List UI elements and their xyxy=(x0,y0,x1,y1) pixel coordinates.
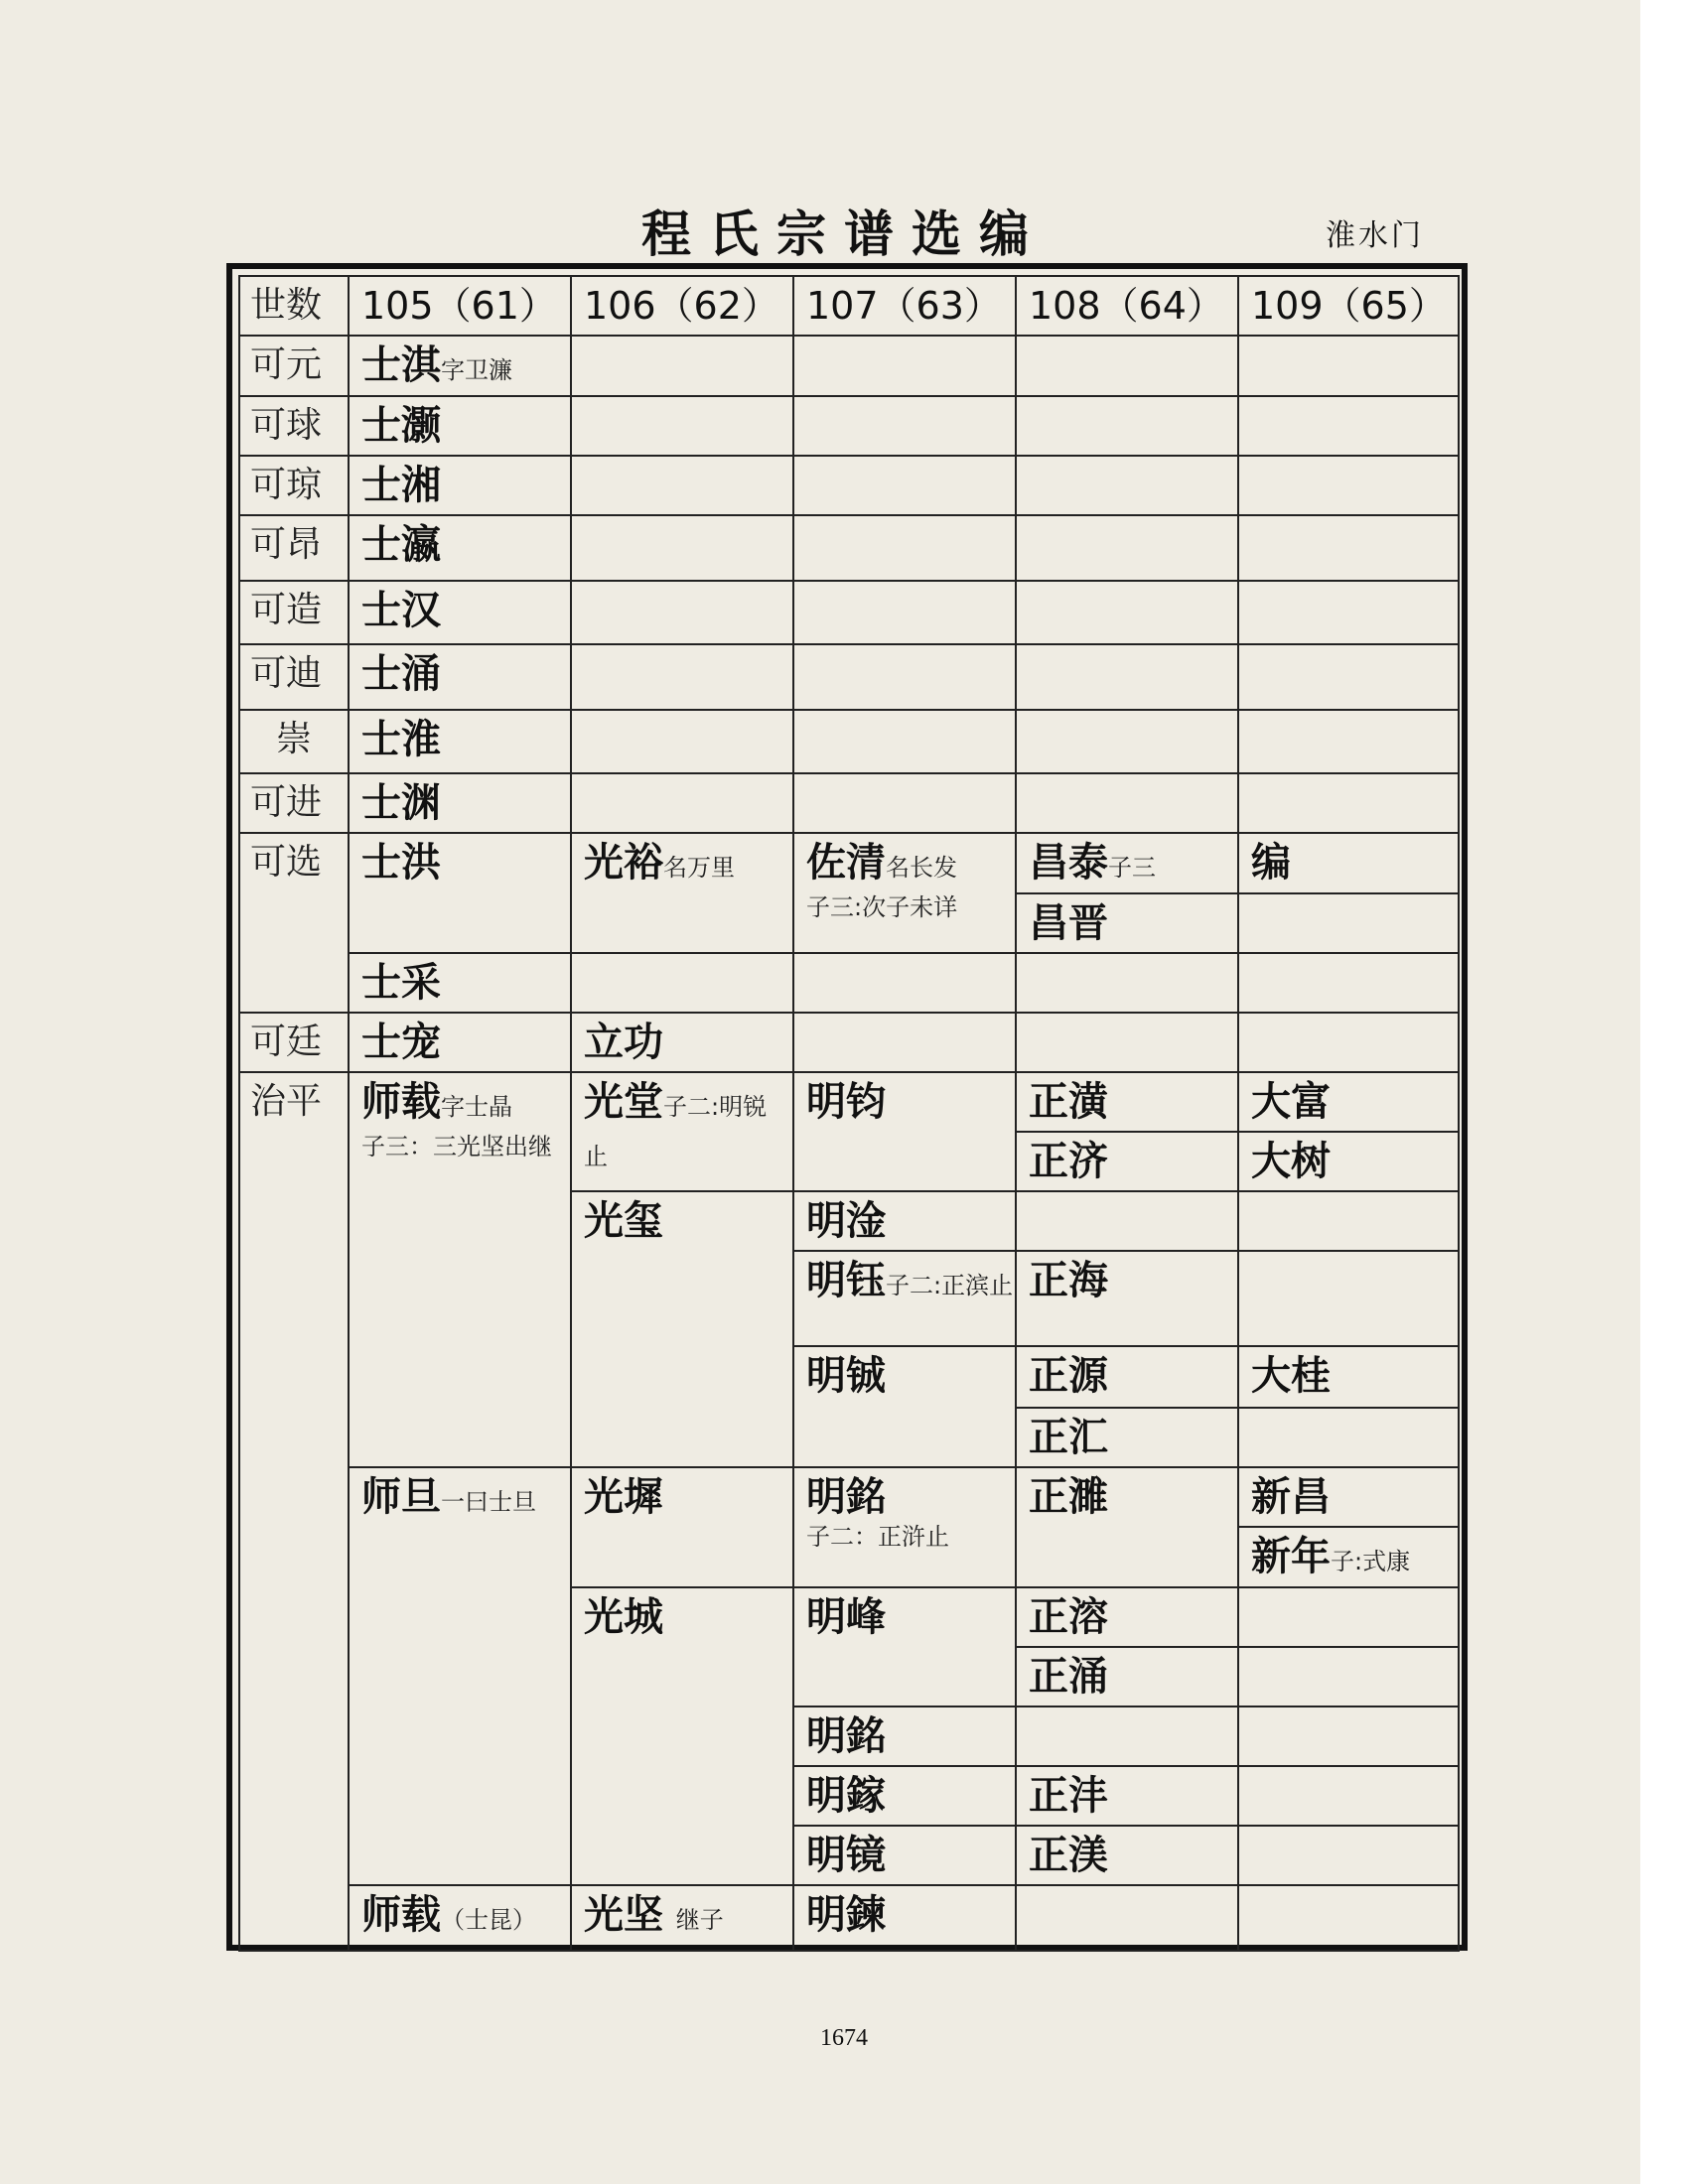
empty-cell xyxy=(793,710,1016,773)
empty-cell xyxy=(571,515,793,581)
generation-cell: 崇 xyxy=(239,710,349,773)
person-note: 名长发 xyxy=(886,854,957,882)
generation-cell: 可造 xyxy=(239,581,349,644)
person-name: 正济 xyxy=(1029,1139,1108,1184)
person-note: 子三：三光坚出继 xyxy=(361,1133,552,1160)
header-col-105: 105（61） xyxy=(349,276,571,336)
empty-cell xyxy=(793,456,1016,515)
table-row xyxy=(239,581,1459,644)
person-name: 立功 xyxy=(584,1020,663,1065)
generation-cell: 可迪 xyxy=(239,644,349,710)
name-cell xyxy=(1016,1346,1238,1408)
name-cell xyxy=(793,1826,1016,1885)
person-name: 士淮 xyxy=(361,717,441,762)
empty-cell xyxy=(1238,1885,1459,1951)
table-row xyxy=(239,396,1459,456)
person-name: 新年 xyxy=(1251,1534,1331,1579)
person-name: 大富 xyxy=(1251,1079,1331,1125)
person-name: 光堂 xyxy=(584,1079,663,1125)
empty-cell xyxy=(1238,953,1459,1013)
empty-cell xyxy=(1016,396,1238,456)
name-cell xyxy=(349,515,571,581)
name-cell xyxy=(1016,1587,1238,1647)
name-cell xyxy=(349,1013,571,1072)
empty-cell xyxy=(1016,773,1238,833)
name-cell xyxy=(1238,1072,1459,1132)
name-cell xyxy=(349,336,571,396)
empty-cell xyxy=(793,396,1016,456)
person-name: 明钰 xyxy=(806,1258,886,1303)
person-name: 明淦 xyxy=(806,1198,886,1244)
empty-cell xyxy=(1238,336,1459,396)
generation-cell: 可昂 xyxy=(239,515,349,581)
generation-cell: 治平 xyxy=(239,1072,349,1951)
person-name: 光裕 xyxy=(584,840,663,886)
name-cell xyxy=(793,1251,1016,1346)
person-name: 士灏 xyxy=(361,403,441,449)
name-cell xyxy=(793,1885,1016,1951)
name-cell xyxy=(1016,1766,1238,1826)
person-name: 正沣 xyxy=(1029,1773,1108,1819)
person-name: 明銘 xyxy=(806,1474,886,1520)
name-cell xyxy=(571,1013,793,1072)
name-cell xyxy=(349,1467,571,1885)
empty-cell xyxy=(1016,710,1238,773)
person-name: 光坚 xyxy=(584,1892,663,1938)
empty-cell xyxy=(571,644,793,710)
empty-cell xyxy=(571,953,793,1013)
genealogy-table xyxy=(238,275,1460,1952)
empty-cell xyxy=(571,581,793,644)
person-name: 光城 xyxy=(584,1594,663,1640)
name-cell xyxy=(1016,1408,1238,1467)
name-cell xyxy=(793,1766,1016,1826)
person-name: 昌晋 xyxy=(1029,900,1108,946)
empty-cell xyxy=(793,515,1016,581)
empty-cell xyxy=(1238,1647,1459,1706)
person-name: 大桂 xyxy=(1251,1353,1331,1399)
person-name: 光玺 xyxy=(584,1198,663,1244)
person-name: 正汇 xyxy=(1029,1415,1108,1460)
name-cell xyxy=(571,1191,793,1467)
person-name: 明銘 xyxy=(806,1713,886,1759)
person-name: 明镜 xyxy=(806,1833,886,1878)
table-row xyxy=(239,644,1459,710)
empty-cell xyxy=(571,396,793,456)
name-cell xyxy=(793,833,1016,953)
header-row xyxy=(239,276,1459,336)
name-cell xyxy=(793,1467,1016,1587)
empty-cell xyxy=(793,773,1016,833)
name-cell xyxy=(1016,833,1238,893)
table-row xyxy=(239,833,1459,893)
person-name: 明峰 xyxy=(806,1594,886,1640)
empty-cell xyxy=(1238,1766,1459,1826)
person-name: 师载 xyxy=(361,1079,441,1125)
name-cell xyxy=(1016,1467,1238,1587)
empty-cell xyxy=(1016,515,1238,581)
person-note: 子二：正浒止 xyxy=(806,1523,949,1551)
name-cell xyxy=(793,1346,1016,1467)
person-note: 字士晶 xyxy=(441,1093,512,1121)
name-cell xyxy=(349,456,571,515)
person-note: 继子 xyxy=(675,1906,724,1934)
empty-cell xyxy=(1238,581,1459,644)
page-title: 程氏宗谱选编 xyxy=(641,205,1047,263)
empty-cell xyxy=(1238,396,1459,456)
name-cell xyxy=(349,1072,571,1467)
name-cell xyxy=(1016,1647,1238,1706)
person-name: 正源 xyxy=(1029,1353,1108,1399)
empty-cell xyxy=(1238,710,1459,773)
person-name: 士采 xyxy=(361,960,441,1006)
empty-cell xyxy=(1238,1587,1459,1647)
generation-cell: 可元 xyxy=(239,336,349,396)
person-name: 正海 xyxy=(1029,1258,1108,1303)
table-row xyxy=(239,773,1459,833)
person-note: （士昆） xyxy=(441,1906,536,1934)
name-cell xyxy=(571,833,793,953)
name-cell xyxy=(793,1587,1016,1706)
person-note: 一曰士旦 xyxy=(441,1488,536,1516)
name-cell xyxy=(349,773,571,833)
person-name: 明鎵 xyxy=(806,1773,886,1819)
person-note: 名万里 xyxy=(663,854,735,882)
empty-cell xyxy=(571,456,793,515)
empty-cell xyxy=(793,644,1016,710)
empty-cell xyxy=(1016,953,1238,1013)
name-cell xyxy=(1238,1132,1459,1191)
table-row xyxy=(239,710,1459,773)
page-number: 1674 xyxy=(820,2025,868,2051)
empty-cell xyxy=(571,710,793,773)
table-row xyxy=(239,515,1459,581)
person-name: 师载 xyxy=(361,1892,441,1938)
name-cell xyxy=(1238,1467,1459,1527)
person-name: 士汉 xyxy=(361,588,441,633)
empty-cell xyxy=(1016,581,1238,644)
generation-cell: 可进 xyxy=(239,773,349,833)
empty-cell xyxy=(571,336,793,396)
name-cell xyxy=(1238,1346,1459,1408)
header-col-107: 107（63） xyxy=(793,276,1016,336)
name-cell xyxy=(1016,1132,1238,1191)
person-name: 明鍊 xyxy=(806,1892,886,1938)
empty-cell xyxy=(1238,515,1459,581)
person-name: 光墀 xyxy=(584,1474,663,1520)
table-row xyxy=(239,1072,1459,1132)
empty-cell xyxy=(1016,336,1238,396)
name-cell xyxy=(1016,893,1238,953)
name-cell xyxy=(571,1587,793,1885)
name-cell xyxy=(793,1072,1016,1191)
name-cell xyxy=(793,1191,1016,1251)
empty-cell xyxy=(793,953,1016,1013)
empty-cell xyxy=(1016,1013,1238,1072)
name-cell xyxy=(349,581,571,644)
empty-cell xyxy=(1016,456,1238,515)
name-cell xyxy=(349,644,571,710)
name-cell xyxy=(349,953,571,1013)
header-col-108: 108（64） xyxy=(1016,276,1238,336)
empty-cell xyxy=(571,773,793,833)
person-name: 新昌 xyxy=(1251,1474,1331,1520)
empty-cell xyxy=(793,1013,1016,1072)
person-note: 子二:正滨止 xyxy=(886,1272,1014,1299)
person-name: 士宠 xyxy=(361,1020,441,1065)
person-name: 昌泰 xyxy=(1029,840,1108,886)
header-col-109: 109（65） xyxy=(1238,276,1459,336)
empty-cell xyxy=(1238,456,1459,515)
name-cell xyxy=(571,1885,793,1951)
name-cell xyxy=(571,1467,793,1587)
empty-cell xyxy=(1016,1706,1238,1766)
name-cell xyxy=(349,710,571,773)
header-col-106: 106（62） xyxy=(571,276,793,336)
person-name: 明铖 xyxy=(806,1353,886,1399)
person-name: 正涌 xyxy=(1029,1654,1108,1700)
person-name: 师旦 xyxy=(361,1474,441,1520)
name-cell xyxy=(1016,1826,1238,1885)
person-name: 明钧 xyxy=(806,1079,886,1125)
person-name: 正潢 xyxy=(1029,1079,1108,1125)
person-name: 士涌 xyxy=(361,651,441,697)
name-cell xyxy=(349,1885,571,1951)
empty-cell xyxy=(1016,1191,1238,1251)
empty-cell xyxy=(1238,893,1459,953)
name-cell xyxy=(571,1072,793,1191)
generation-cell: 可球 xyxy=(239,396,349,456)
person-note: 字卫濂 xyxy=(441,356,512,384)
name-cell xyxy=(1016,1072,1238,1132)
name-cell xyxy=(349,396,571,456)
person-name: 正渼 xyxy=(1029,1833,1108,1878)
empty-cell xyxy=(793,336,1016,396)
empty-cell xyxy=(1016,644,1238,710)
empty-cell xyxy=(1238,1408,1459,1467)
person-name: 士湘 xyxy=(361,463,441,508)
empty-cell xyxy=(1238,1251,1459,1346)
table-row xyxy=(239,1467,1459,1527)
person-name: 士淇 xyxy=(361,342,441,388)
generation-cell: 可选 xyxy=(239,833,349,1013)
table-row xyxy=(239,456,1459,515)
empty-cell xyxy=(1238,1706,1459,1766)
empty-cell xyxy=(1238,1826,1459,1885)
name-cell xyxy=(1238,1527,1459,1587)
table-row xyxy=(239,336,1459,396)
person-name: 大树 xyxy=(1251,1139,1331,1184)
generation-cell: 可琼 xyxy=(239,456,349,515)
table-row xyxy=(239,953,1459,1013)
empty-cell xyxy=(1238,1191,1459,1251)
name-cell xyxy=(1238,833,1459,893)
person-note: 子:式康 xyxy=(1331,1548,1411,1575)
generation-cell: 可廷 xyxy=(239,1013,349,1072)
name-cell xyxy=(1016,1251,1238,1346)
person-note: 子三 xyxy=(1108,854,1156,882)
person-note: 子二:明锐止 xyxy=(584,1093,768,1170)
header-generation: 世数 xyxy=(239,276,349,336)
branch-label: 淮水门 xyxy=(1326,218,1424,253)
name-cell xyxy=(349,833,571,953)
person-name: 士洪 xyxy=(361,840,441,886)
empty-cell xyxy=(1238,1013,1459,1072)
empty-cell xyxy=(1238,773,1459,833)
name-cell xyxy=(793,1706,1016,1766)
empty-cell xyxy=(1016,1885,1238,1951)
table-row xyxy=(239,1013,1459,1072)
person-name: 编 xyxy=(1251,840,1291,886)
table-row xyxy=(239,1885,1459,1951)
empty-cell xyxy=(1238,644,1459,710)
person-name: 士渊 xyxy=(361,780,441,826)
person-name: 士瀛 xyxy=(361,522,441,568)
person-name: 正濉 xyxy=(1029,1474,1108,1520)
person-name: 正溶 xyxy=(1029,1594,1108,1640)
person-note: 子三:次子未详 xyxy=(806,893,958,921)
person-name: 佐清 xyxy=(806,840,886,886)
empty-cell xyxy=(793,581,1016,644)
